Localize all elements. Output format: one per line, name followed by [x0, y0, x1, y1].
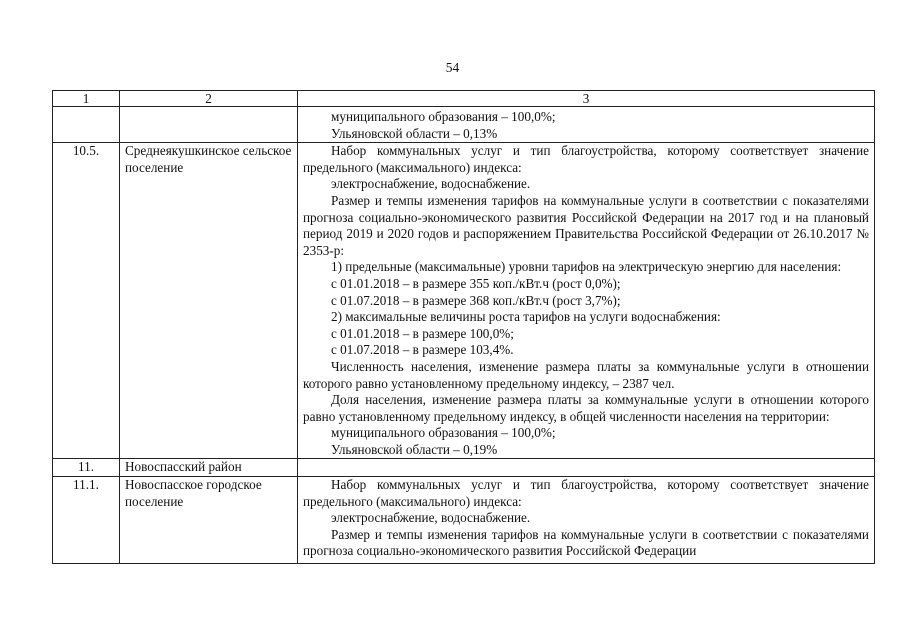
tariff-table [52, 90, 875, 564]
row-content-cell [298, 107, 875, 143]
text-line: с 01.07.2018 – в размере 103,4%. [331, 342, 514, 358]
text-line: муниципального образования – 100,0%; [331, 109, 556, 124]
text-line: с 01.07.2018 – в размере 368 коп./кВт.ч (рост 3,7%); [331, 292, 621, 308]
table-row-continuation [53, 107, 875, 143]
table-header-row [53, 91, 875, 107]
paragraph: электроснабжение, водоснабжение. [331, 510, 531, 526]
row-content-cell [298, 477, 875, 564]
row-number-cell [53, 107, 120, 143]
paragraph: электроснабжение, водоснабжение. [331, 176, 531, 192]
row-content-cell [298, 143, 875, 459]
table-row-11 [53, 459, 875, 477]
paragraph: Доля населения, изменение размера платы за коммунальные услуги в отношении которого равно установленному предельному индексу, в общей численности населения на территории: [303, 392, 869, 424]
paragraph: Набор коммунальных услуг и тип благоустройства, которому соответствует значение предельного (максимального) индекса: [303, 477, 869, 509]
row-name-cell: Новоспасский район [120, 459, 298, 477]
row-number-cell: 11.1. [53, 477, 120, 564]
text-line: Ульяновской области – 0,19% [331, 441, 498, 457]
paragraph: Численность населения, изменение размера платы за коммунальные услуги в отношении которого равно установленному предельному индексу, – 2387 чел. [303, 358, 869, 391]
row-name-cell: Среднеякушкинское сельское поселение [120, 143, 298, 459]
row-number-cell: 10.5. [53, 143, 120, 459]
text-line: с 01.01.2018 – в размере 100,0%; [331, 325, 514, 341]
text-line: Ульяновской области – 0,13% [331, 125, 498, 141]
paragraph: Набор коммунальных услуг и тип благоустройства, которому соответствует значение предельного (максимального) индекса: [303, 143, 869, 175]
paragraph: Размер и темпы изменения тарифов на коммунальные услуги в соответствии с показателями прогноза социально-экономического развития Российской Федерации [303, 526, 869, 559]
column-header-3: 3 [298, 91, 875, 107]
column-header-2: 2 [120, 91, 298, 107]
content-clip [303, 477, 869, 563]
paragraph: 1) предельные (максимальные) уровни тарифов на электрическую энергию для населения: [331, 259, 842, 275]
row-name-cell: Новоспасское городское поселение [120, 477, 298, 564]
table-row-10-5 [53, 143, 875, 459]
paragraph: 2) максимальные величины роста тарифов на услуги водоснабжения: [331, 309, 721, 325]
page-number: 54 [445, 60, 460, 75]
text-line: муниципального образования – 100,0%; [331, 425, 556, 441]
row-number-cell: 11. [53, 459, 120, 477]
column-header-1: 1 [53, 91, 120, 107]
table-row-11-1 [53, 477, 875, 564]
paragraph: Размер и темпы изменения тарифов на коммунальные услуги в соответствии с показателями прогноза социально-экономического развития Российской Федерации на 2017 год и на плановый период 2019 и 2020 годов и распоряжением Правительства Российской Федерации от 26.10.2017 № 2353-р: [303, 192, 869, 258]
text-line: с 01.01.2018 – в размере 355 коп./кВт.ч (рост 0,0%); [331, 275, 621, 291]
row-name-cell [120, 107, 298, 143]
row-content-cell [298, 459, 875, 477]
